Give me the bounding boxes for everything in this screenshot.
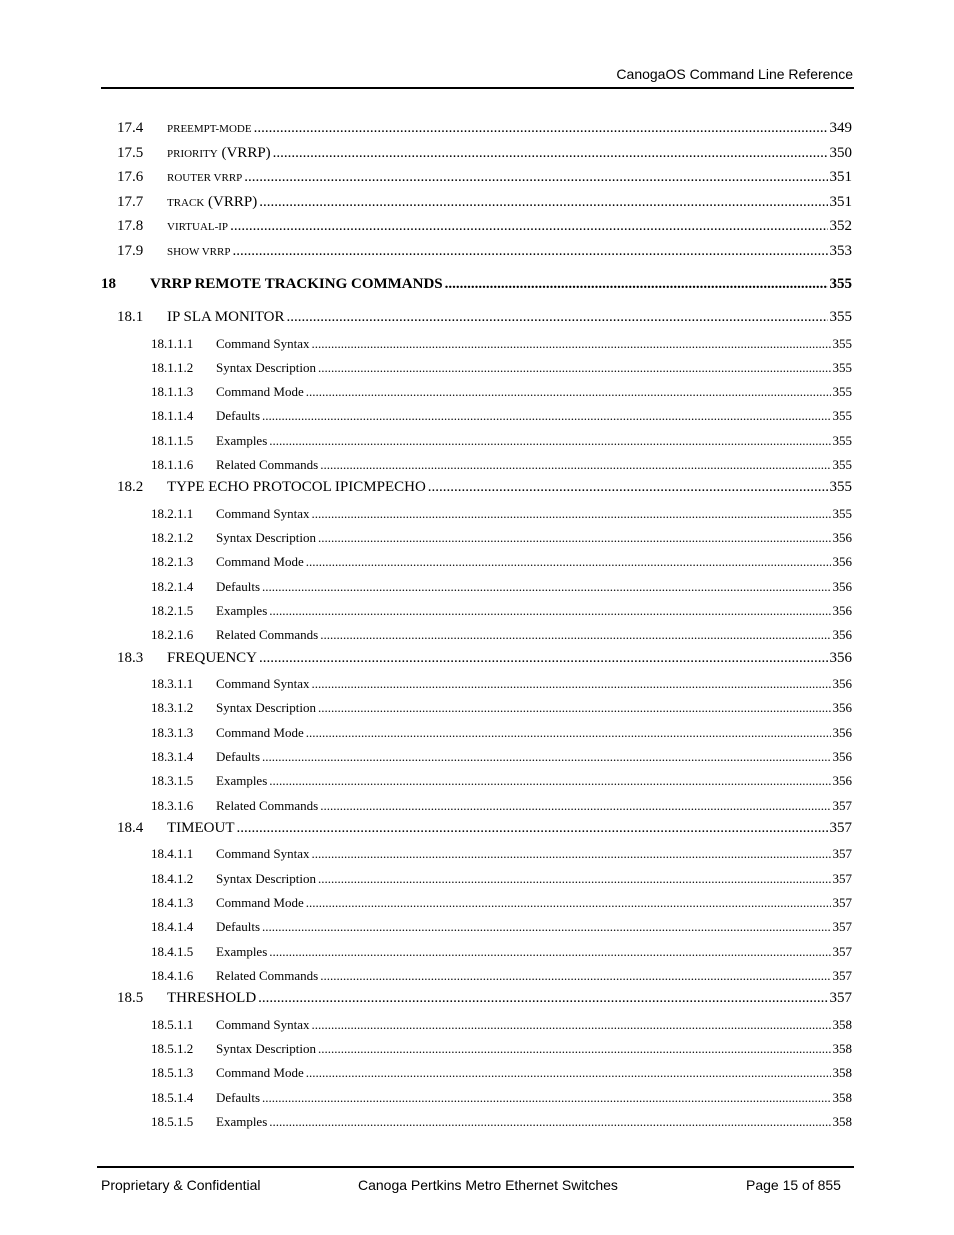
toc-entry-title — [167, 244, 230, 259]
footer-center: Canoga Pertkins Metro Ethernet Switches — [358, 1177, 618, 1193]
footer-right: Page 15 of 855 — [746, 1177, 841, 1193]
dot-leader — [237, 821, 828, 836]
toc-entry-17[interactable] — [117, 170, 852, 185]
toc-entry-title: Command Mode — [216, 724, 304, 740]
toc-subsection-entry[interactable] — [151, 1091, 852, 1104]
toc-entry-title: Defaults — [216, 919, 261, 935]
dot-leader — [320, 458, 830, 471]
toc-entry-number: 17.4 — [117, 120, 144, 136]
toc-entry-page: 358 — [832, 1089, 852, 1105]
toc-subsection-entry[interactable] — [151, 945, 852, 958]
toc-entry-page: 352 — [829, 218, 852, 234]
toc-entry-title: Command Syntax — [216, 505, 310, 521]
toc-entry-title: Syntax Description — [216, 359, 317, 375]
toc-entry-title: FREQUENCY — [167, 649, 258, 666]
toc-entry-page: 356 — [832, 530, 852, 546]
toc-entry-number: 18.2.1.5 — [151, 603, 194, 618]
toc-entry-title: Related Commands — [216, 627, 319, 643]
footer-left: Proprietary & Confidential — [101, 1177, 261, 1193]
toc-entry-number: 18.4 — [117, 819, 144, 836]
toc-entry-number: 18.1.1.3 — [151, 384, 194, 400]
toc-subsection-entry[interactable] — [151, 531, 852, 544]
toc-subsection-entry[interactable] — [151, 872, 852, 885]
toc-entry-number: 18.1.1.6 — [151, 457, 194, 472]
toc-entry-title: Examples — [216, 603, 268, 618]
toc-subsection-entry[interactable] — [151, 458, 852, 471]
dot-leader — [269, 1115, 830, 1128]
toc-entry-title: Examples — [216, 773, 268, 789]
toc-entry-page: 356 — [832, 554, 852, 570]
toc-entry-title: Related Commands — [216, 797, 319, 813]
toc-entry-title: Syntax Description — [216, 530, 317, 546]
toc-entry-number: 17.9 — [117, 242, 144, 259]
header-rule — [101, 87, 854, 89]
toc-entry-number: 18.5.1.5 — [151, 1113, 194, 1129]
toc-subsection-entry[interactable] — [151, 969, 852, 982]
toc-entry-title: Related Commands — [216, 457, 319, 472]
toc-entry-number: 18.3.1.3 — [151, 724, 194, 740]
toc-subsection-entry[interactable] — [151, 750, 852, 763]
toc-entry-page: 357 — [832, 943, 852, 959]
toc-entry-page: 355 — [829, 309, 852, 325]
toc-subsection-entry[interactable] — [151, 555, 852, 568]
toc-entry-title: Examples — [216, 432, 268, 448]
dot-leader — [259, 195, 827, 210]
toc-subsection-entry[interactable] — [151, 799, 852, 812]
toc-entry-17[interactable] — [117, 219, 852, 234]
dot-leader — [318, 701, 830, 714]
toc-entry-page: 357 — [829, 990, 852, 1007]
toc-subsection-entry[interactable] — [151, 920, 852, 933]
toc-entry-number: 18.2 — [117, 479, 144, 496]
dot-leader — [273, 146, 828, 161]
toc-entry-title — [167, 146, 271, 161]
toc-entry-number: 18.5.1.4 — [151, 1089, 194, 1105]
toc-entry-title-text: SHOW VRRP — [167, 245, 231, 258]
toc-entry-page: 355 — [829, 276, 852, 292]
dot-leader — [262, 580, 830, 593]
toc-entry-17[interactable] — [117, 244, 852, 259]
toc-entry-title: TIMEOUT — [167, 819, 235, 836]
toc-entry-title: Defaults — [216, 578, 261, 594]
toc-entry-page: 357 — [829, 819, 852, 836]
dot-leader — [428, 480, 828, 495]
toc-entry-page: 356 — [832, 773, 852, 789]
toc-subsection-entry[interactable] — [151, 774, 852, 787]
toc-entry-page: 358 — [832, 1016, 852, 1032]
dot-leader — [262, 409, 830, 422]
toc-entry-number: 18.3.1.2 — [151, 700, 194, 716]
toc-entry-title — [167, 121, 252, 136]
dot-leader — [312, 847, 831, 860]
dot-leader — [318, 1042, 830, 1055]
toc-subsection-entry[interactable] — [151, 580, 852, 593]
dot-leader — [262, 1091, 830, 1104]
toc-entry-number: 17.8 — [117, 218, 144, 234]
dot-leader — [269, 945, 830, 958]
dot-leader — [318, 361, 830, 374]
toc-entry-number: 18.1.1.4 — [151, 408, 194, 424]
toc-entry-title: Command Syntax — [216, 676, 310, 692]
toc-subsection-entry[interactable] — [151, 507, 852, 520]
footer-rule — [97, 1166, 854, 1168]
toc-entry-number: 18.3.1.5 — [151, 773, 194, 789]
toc-entry-number: 18 — [101, 276, 116, 292]
toc-entry-number: 18.3.1.6 — [151, 797, 194, 813]
dot-leader — [258, 991, 827, 1006]
toc-entry-17[interactable] — [117, 195, 852, 210]
toc-entry-title: THRESHOLD — [167, 990, 257, 1007]
toc-entry-number: 18.1.1.1 — [151, 335, 194, 351]
toc-subsection-entry[interactable] — [151, 701, 852, 714]
toc-entry-number: 18.3 — [117, 649, 144, 666]
toc-subsection-entry[interactable] — [151, 726, 852, 739]
toc-subsection-entry[interactable] — [151, 628, 852, 641]
dot-leader — [312, 1018, 831, 1031]
toc-entry-title-text: PRIORITY — [167, 147, 218, 160]
dot-leader — [259, 651, 827, 666]
toc-section-entry[interactable] — [117, 991, 852, 1006]
toc-entry-number: 18.2.1.2 — [151, 530, 194, 546]
toc-entry-number: 18.1.1.2 — [151, 359, 194, 375]
dot-leader — [306, 555, 831, 568]
dot-leader — [306, 726, 831, 739]
toc-entry-page: 351 — [829, 169, 852, 185]
toc-entry-page: 355 — [832, 505, 852, 521]
dot-leader — [312, 677, 831, 690]
dot-leader — [287, 310, 828, 325]
toc-entry-title: Syntax Description — [216, 1041, 317, 1056]
toc-entry-page: 356 — [832, 676, 852, 692]
toc-entry-page: 356 — [829, 649, 852, 666]
toc-entry-page: 357 — [832, 846, 852, 862]
toc-entry-title: Command Mode — [216, 1065, 304, 1081]
toc-chapter-18[interactable] — [101, 277, 852, 292]
dot-leader — [445, 277, 828, 292]
toc-entry-page: 353 — [829, 242, 852, 259]
dot-leader — [312, 507, 831, 520]
toc-entry-number: 18.3.1.1 — [151, 676, 194, 692]
toc-entry-page: 357 — [832, 870, 852, 886]
toc-entry-page: 349 — [829, 120, 852, 136]
toc-entry-page: 350 — [829, 144, 852, 161]
toc-entry-title: TYPE ECHO PROTOCOL IPICMPECHO — [167, 479, 426, 496]
toc-entry-title: Command Mode — [216, 384, 304, 400]
toc-section-entry[interactable] — [117, 821, 852, 836]
toc-entry-title-suffix: (VRRP) — [204, 193, 258, 210]
toc-entry-number: 18.1 — [117, 309, 144, 325]
toc-entry-number: 18.2.1.3 — [151, 554, 194, 570]
dot-leader — [306, 896, 831, 909]
toc-subsection-entry[interactable] — [151, 337, 852, 350]
toc-entry-page: 356 — [832, 627, 852, 643]
toc-entry-number: 17.7 — [117, 193, 144, 210]
dot-leader — [306, 385, 831, 398]
toc-entry-number: 18.4.1.5 — [151, 943, 194, 959]
toc-section-entry[interactable] — [117, 310, 852, 325]
toc-entry-page: 355 — [832, 335, 852, 351]
toc-entry-number: 18.4.1.4 — [151, 919, 194, 935]
toc-entry-title-text: ROUTER VRRP — [167, 172, 243, 184]
toc-entry-title-text: PREEMPT-MODE — [167, 123, 252, 135]
toc-entry-page: 356 — [832, 700, 852, 716]
toc-entry-number: 18.2.1.6 — [151, 627, 194, 643]
toc-entry-title: Command Syntax — [216, 335, 310, 351]
dot-leader — [320, 628, 830, 641]
toc-entry-page: 356 — [832, 578, 852, 594]
toc-entry-page: 358 — [832, 1041, 852, 1056]
toc-entry-page: 358 — [832, 1065, 852, 1081]
dot-leader — [320, 969, 830, 982]
dot-leader — [312, 337, 831, 350]
toc-entry-page: 351 — [829, 193, 852, 210]
toc-subsection-entry[interactable] — [151, 1018, 852, 1031]
toc-entry-title: Defaults — [216, 749, 261, 764]
toc-entry-17[interactable] — [117, 146, 852, 161]
toc-entry-number: 18.4.1.2 — [151, 870, 194, 886]
toc-subsection-entry[interactable] — [151, 847, 852, 860]
toc-subsection-entry[interactable] — [151, 434, 852, 447]
toc-section-entry[interactable] — [117, 651, 852, 666]
toc-subsection-entry[interactable] — [151, 896, 852, 909]
toc-entry-number: 18.3.1.4 — [151, 749, 194, 764]
toc-entry-title: Syntax Description — [216, 700, 317, 716]
toc-subsection-entry[interactable] — [151, 1066, 852, 1079]
dot-leader — [269, 774, 830, 787]
toc-entry-number: 18.5.1.1 — [151, 1016, 194, 1032]
dot-leader — [318, 872, 830, 885]
toc-subsection-entry[interactable] — [151, 361, 852, 374]
toc-entry-title — [167, 170, 242, 185]
toc-entry-title: VRRP REMOTE TRACKING COMMANDS — [150, 276, 443, 292]
toc-entry-title: Examples — [216, 943, 268, 959]
dot-leader — [232, 244, 827, 259]
toc-entry-title — [167, 219, 228, 234]
toc-entry-number: 18.4.1.3 — [151, 895, 194, 910]
toc-entry-title: Syntax Description — [216, 870, 317, 886]
toc-entry-page: 356 — [832, 749, 852, 764]
dot-leader — [306, 1066, 831, 1079]
toc-entry-title: Command Syntax — [216, 1016, 310, 1032]
toc-entry-number: 18.2.1.1 — [151, 505, 194, 521]
toc-entry-page: 356 — [832, 603, 852, 618]
dot-leader — [262, 920, 830, 933]
toc-subsection-entry[interactable] — [151, 1042, 852, 1055]
toc-entry-title — [167, 195, 257, 210]
toc-subsection-entry[interactable] — [151, 409, 852, 422]
toc-entry-title: Defaults — [216, 408, 261, 424]
toc-entry-page: 355 — [832, 384, 852, 400]
toc-entry-title: IP SLA MONITOR — [167, 309, 285, 325]
toc-entry-number: 18.1.1.5 — [151, 432, 194, 448]
toc-subsection-entry[interactable] — [151, 604, 852, 617]
toc-entry-number: 18.2.1.4 — [151, 578, 194, 594]
dot-leader — [254, 121, 828, 136]
toc-entry-title-text: VIRTUAL-IP — [167, 221, 229, 233]
toc-entry-title: Command Syntax — [216, 846, 310, 862]
dot-leader — [269, 434, 830, 447]
toc-entry-17[interactable] — [117, 121, 852, 136]
dot-leader — [320, 799, 830, 812]
toc-entry-number: 18.5.1.3 — [151, 1065, 194, 1081]
toc-entry-number: 17.5 — [117, 144, 144, 161]
toc-entry-page: 357 — [832, 919, 852, 935]
toc-entry-page: 357 — [832, 895, 852, 910]
dot-leader — [230, 219, 827, 234]
toc-entry-page: 358 — [832, 1113, 852, 1129]
toc-entry-page: 355 — [832, 457, 852, 472]
toc-entry-title-suffix: (VRRP) — [217, 144, 271, 161]
dot-leader — [318, 531, 830, 544]
toc-entry-title: Command Mode — [216, 895, 304, 910]
toc-entry-title: Command Mode — [216, 554, 304, 570]
toc-entry-number: 18.4.1.6 — [151, 967, 194, 983]
toc-entry-page: 355 — [832, 359, 852, 375]
toc-entry-number: 18.4.1.1 — [151, 846, 194, 862]
toc-entry-page: 357 — [832, 967, 852, 983]
toc-entry-number: 18.5.1.2 — [151, 1041, 194, 1056]
dot-leader — [269, 604, 830, 617]
toc-entry-title: Examples — [216, 1113, 268, 1129]
toc-entry-title: Defaults — [216, 1089, 261, 1105]
toc-subsection-entry[interactable] — [151, 677, 852, 690]
toc-subsection-entry[interactable] — [151, 385, 852, 398]
toc-entry-page: 355 — [829, 479, 852, 496]
toc-entry-page: 355 — [832, 408, 852, 424]
toc-subsection-entry[interactable] — [151, 1115, 852, 1128]
toc-entry-page: 356 — [832, 724, 852, 740]
toc-entry-number: 17.6 — [117, 169, 144, 185]
toc-entry-number: 18.5 — [117, 990, 144, 1007]
dot-leader — [262, 750, 830, 763]
toc-section-entry[interactable] — [117, 480, 852, 495]
toc-entry-title-text: TRACK — [167, 196, 205, 209]
toc-entry-page: 355 — [832, 432, 852, 448]
dot-leader — [244, 170, 827, 185]
page-header-title: CanogaOS Command Line Reference — [616, 66, 853, 82]
toc-entry-title: Related Commands — [216, 967, 319, 983]
toc-entry-page: 357 — [832, 797, 852, 813]
